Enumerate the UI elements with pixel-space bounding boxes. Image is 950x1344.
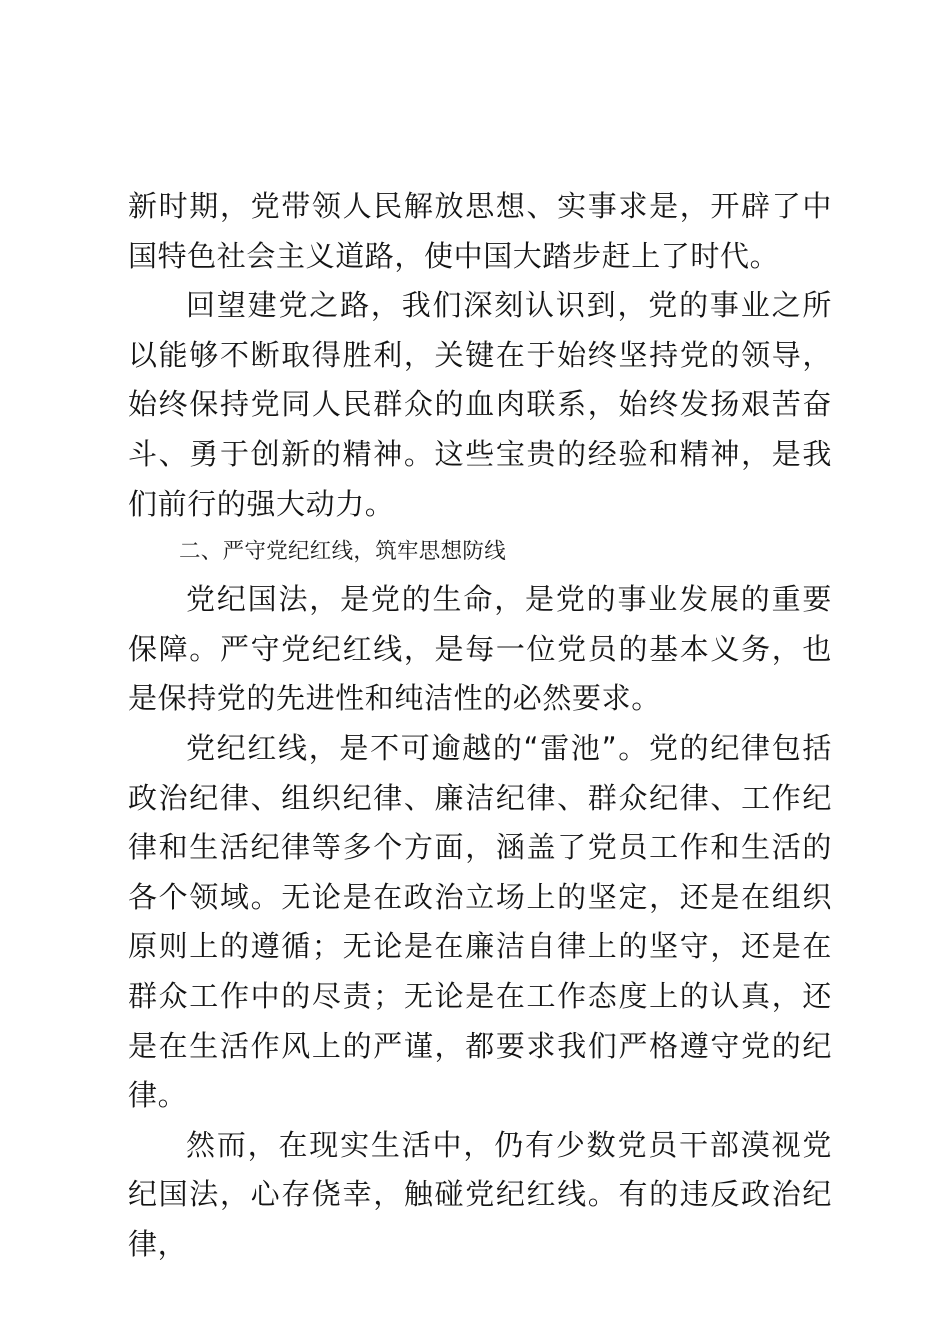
document-body <box>128 182 832 1269</box>
paragraph-party-discipline-importance: 党纪国法，是党的生命，是党的事业发展的重要保障。严守党纪红线，是每一位党员的基本义务，也是保持党的先进性和纯洁性的必然要求。 <box>128 582 832 716</box>
paragraph-continuation: 新时期，党带领人民解放思想、实事求是，开辟了中国特色社会主义道路，使中国大踏步赶上了时代。 <box>128 189 832 273</box>
paragraph-review-of-party-history: 回望建党之路，我们深刻认识到，党的事业之所以能够不断取得胜利，关键在于始终坚持党的领导，始终保持党同人民群众的血肉联系，始终发扬艰苦奋斗、勇于创新的精神。这些宝贵的经验和精神，是我们前行的强大动力。 <box>128 288 832 521</box>
paragraph-discipline-red-line: 党纪红线，是不可逾越的“雷池”。党的纪律包括政治纪律、组织纪律、廉洁纪律、群众纪律、工作纪律和生活纪律等多个方面，涵盖了党员工作和生活的各个领域。无论是在政治立场上的坚定，还是在组织原则上的遵循；无论是在廉洁自律上的坚守，还是在群众工作中的尽责；无论是在工作态度上的认真，还是在生活作风上的严谨，都要求我们严格遵守党的纪律。 <box>128 730 832 1113</box>
paragraph-reality-violations: 然而，在现实生活中，仍有少数党员干部漠视党纪国法，心存侥幸，触碰党纪红线。有的违反政治纪律， <box>128 1127 832 1261</box>
section-heading-2: 二、严守党纪红线，筑牢思想防线 <box>179 539 507 565</box>
